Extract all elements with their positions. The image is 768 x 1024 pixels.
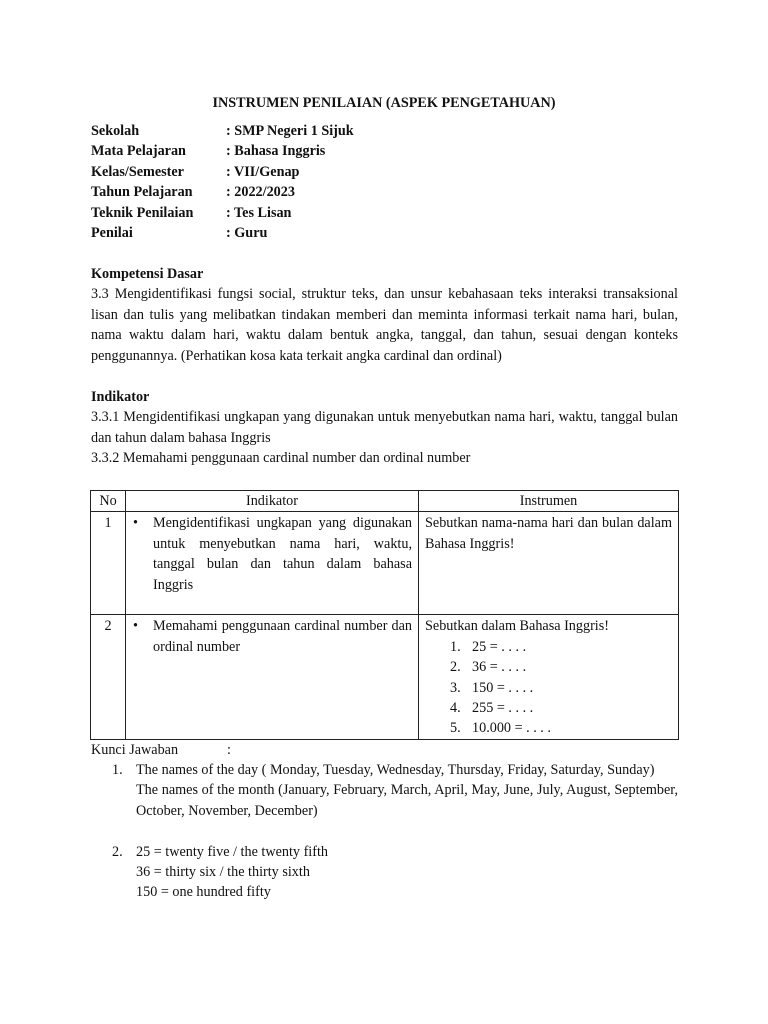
answer-line: 25 = twenty five / the twenty fifth [136, 843, 329, 860]
header-instrumen: Instrumen [419, 491, 679, 512]
info-key: Tahun Pelajaran [91, 184, 193, 201]
info-value: : Guru [226, 224, 268, 241]
header-no: No [91, 491, 126, 512]
list-item [450, 657, 672, 677]
item-number: 3. [450, 679, 461, 696]
list-item [450, 718, 672, 738]
info-row-mata-pelajaran [91, 141, 354, 161]
info-key: Penilai [91, 224, 133, 241]
answer-line: 36 = thirty six / the thirty sixth [136, 864, 310, 881]
answer-item-1 [112, 760, 678, 821]
item-text: 25 = . . . . [472, 638, 527, 655]
list-item [450, 678, 672, 698]
instrumen-prompt: Sebutkan dalam Bahasa Inggris! [425, 618, 609, 635]
kd-text: 3.3 Mengidentifikasi fungsi social, struktur teks, dan unsur kebahasaan teks interaksi transaksional lisan dan tulis yang melibatkan tindakan memberi dan meminta informasi terkait nama hari, bulan, nama waktu dalam hari, waktu dalam bentuk angka, tanggal, dan tahun, sesuai dengan konteks penggunannya. (Perhatikan kosa kata terkait angka cardinal dan ordinal) [91, 286, 678, 364]
info-key: Mata Pelajaran [91, 143, 186, 160]
answer-key-label [91, 740, 231, 760]
info-row-sekolah [91, 121, 354, 141]
info-value: : SMP Negeri 1 Sijuk [226, 123, 354, 139]
header-indikator: Indikator [126, 491, 419, 512]
item-number: 4. [450, 700, 461, 717]
info-row-teknik-penilaian [91, 203, 354, 223]
indikator-section [91, 387, 678, 469]
answer-item-2 [112, 842, 678, 903]
info-value: : Bahasa Inggris [226, 143, 326, 160]
question-list [425, 637, 672, 739]
row-indikator [126, 512, 419, 615]
item-text: 10.000 = . . . . [472, 720, 551, 737]
answer-key-title: Kunci Jawaban [91, 742, 179, 758]
info-row-kelas-semester [91, 162, 354, 182]
table-row [91, 615, 679, 739]
info-value: : 2022/2023 [226, 184, 295, 201]
item-text: 255 = . . . . [472, 700, 534, 717]
indikator-text: Memahami penggunaan cardinal number dan ordinal number [153, 618, 412, 655]
table-row [91, 512, 679, 615]
row-number: 1 [91, 512, 126, 615]
answer-number: 1. [112, 762, 123, 778]
info-block [91, 121, 354, 243]
item-number: 1. [450, 638, 461, 655]
info-key: Teknik Penilaian [91, 204, 194, 221]
row-instrumen: Sebutkan nama-nama hari dan bulan dalam Bahasa Inggris! [419, 512, 679, 615]
info-value: : Tes Lisan [226, 204, 292, 221]
indikator-text: Mengidentifikasi ungkapan yang digunakan untuk menyebutkan nama hari, waktu, tanggal bulan dan tahun dalam bahasa Inggris [153, 515, 412, 593]
info-value: : VII/Genap [226, 163, 300, 180]
item-text: 150 = . . . . [472, 679, 534, 696]
info-key: Sekolah [91, 123, 140, 139]
kompetensi-dasar-section [91, 264, 678, 366]
answer-days: The names of the day ( Monday, Tuesday, Wednesday, Thursday, Friday, Saturday, Sunday) [136, 762, 655, 778]
kd-heading: Kompetensi Dasar [91, 266, 204, 282]
indikator-heading: Indikator [91, 389, 150, 405]
info-key: Kelas/Semester [91, 163, 184, 180]
item-number: 2. [450, 659, 461, 676]
answer-number: 2. [112, 843, 123, 860]
bullet-icon: • [133, 618, 138, 635]
answer-line: 150 = one hundred fifty [136, 884, 271, 901]
answer-key-colon: : [227, 742, 231, 758]
assessment-table [90, 490, 679, 740]
row-instrumen [419, 615, 679, 739]
answer-key-list [112, 760, 678, 903]
item-text: 36 = . . . . [472, 659, 527, 676]
table-header-row [91, 491, 679, 512]
bullet-icon: • [133, 515, 138, 532]
info-row-penilai [91, 223, 354, 243]
answer-months: The names of the month (January, February, March, April, May, June, July, August, September, October, November, December) [136, 782, 678, 819]
row-number: 2 [91, 615, 126, 739]
indikator-item-1: 3.3.1 Mengidentifikasi ungkapan yang digunakan untuk menyebutkan nama hari, waktu, tanggal bulan dan tahun dalam bahasa Inggris [91, 409, 678, 446]
row-indikator [126, 615, 419, 739]
indikator-item-2: 3.3.2 Memahami penggunaan cardinal number dan ordinal number [91, 450, 471, 467]
list-item [450, 698, 672, 718]
item-number: 5. [450, 720, 461, 737]
document-title: INSTRUMEN PENILAIAN (ASPEK PENGETAHUAN) [212, 95, 556, 111]
info-row-tahun-pelajaran [91, 182, 354, 202]
list-item [450, 637, 672, 657]
